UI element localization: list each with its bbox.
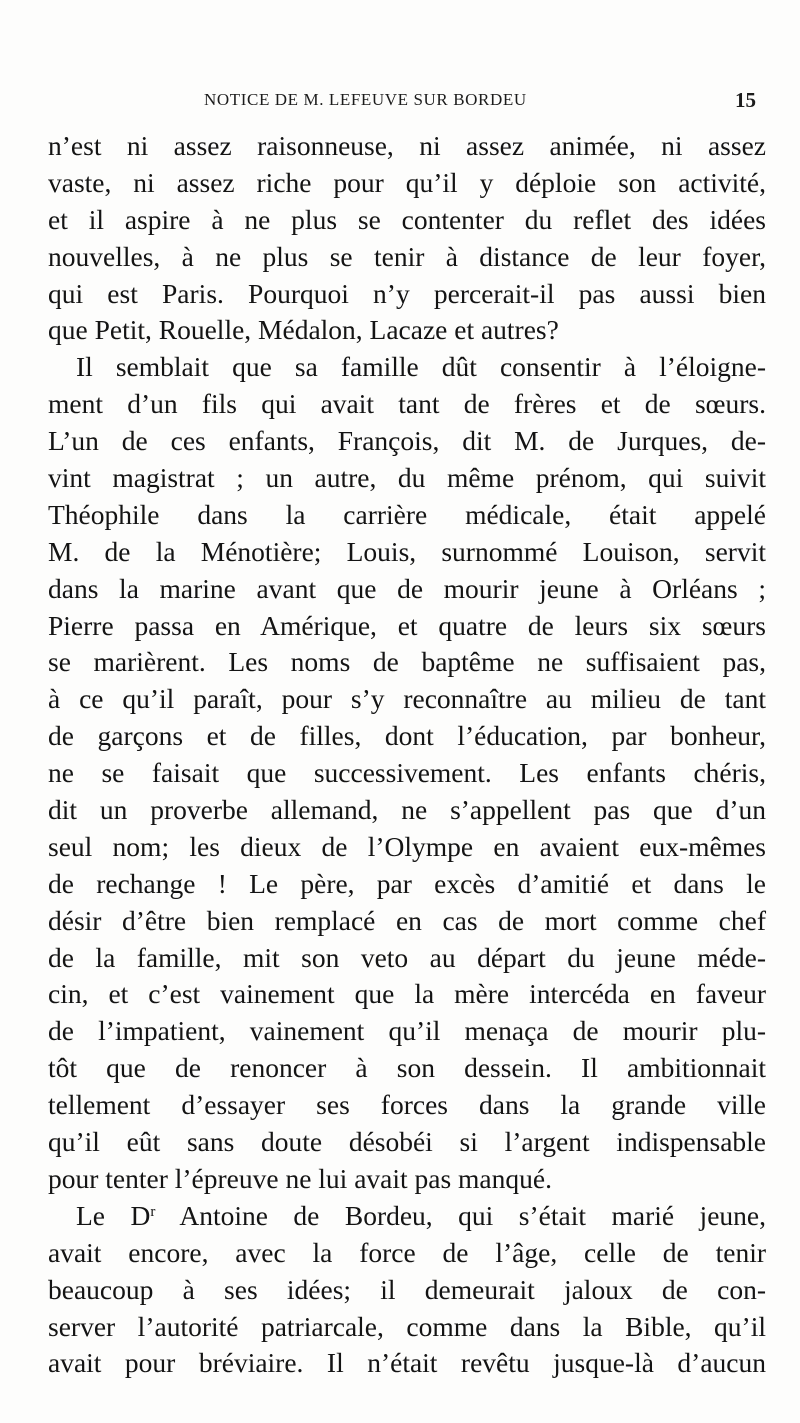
running-title: NOTICE DE M. LEFEUVE SUR BORDEU — [204, 90, 527, 109]
text-line: se marièrent. Les noms de baptême ne suffisaient pas, — [48, 646, 766, 678]
text-line: avait encore, avec la force de l’âge, celle de tenir — [48, 1236, 766, 1268]
text-line: L’un de ces enfants, François, dit M. de Jurques, de- — [48, 425, 766, 457]
text-line: Il semblait que sa famille dût consentir à l’éloigne- — [76, 351, 766, 383]
text-line: vaste, ni assez riche pour qu’il y déploie son activité, — [48, 166, 766, 198]
text-line: seul nom; les dieux de l’Olympe en avaient eux-mêmes — [48, 830, 766, 862]
running-head — [48, 90, 764, 118]
text-line: et il aspire à ne plus se contenter du reflet des idées — [48, 203, 766, 235]
text-line: désir d’être bien remplacé en cas de mort comme chef — [48, 904, 766, 936]
text-line: beaucoup à ses idées; il demeurait jaloux de con- — [48, 1273, 766, 1305]
text-line: à ce qu’il paraît, pour s’y reconnaître au milieu de tant — [48, 683, 766, 715]
text-line: qu’il eût sans doute désobéi si l’argent indispensable — [48, 1126, 766, 1158]
text-line: dans la marine avant que de mourir jeune à Orléans ; — [48, 572, 766, 604]
text-line: vint magistrat ; un autre, du même prénom, qui suivit — [48, 462, 766, 494]
text-line: de garçons et de filles, dont l’éducation, par bonheur, — [48, 720, 766, 752]
text-line: avait pour bréviaire. Il n’était revêtu jusque-là d’aucun — [48, 1347, 766, 1379]
text-line: tôt que de renoncer à son dessein. Il ambitionnait — [48, 1052, 766, 1084]
text-line: ment d’un fils qui avait tant de frères et de sœurs. — [48, 388, 766, 420]
text-line: nouvelles, à ne plus se tenir à distance de leur foyer, — [48, 240, 766, 272]
text-line: Théophile dans la carrière médicale, était appelé — [48, 498, 766, 530]
text-line: de rechange ! Le père, par excès d’amitié et dans le — [48, 867, 766, 899]
superscript: r — [150, 1203, 156, 1220]
text-line: dit un proverbe allemand, ne s’appellent pas que d’un — [48, 794, 766, 826]
text-line: server l’autorité patriarcale, comme dans la Bible, qu’il — [48, 1310, 766, 1342]
text-line: tellement d’essayer ses forces dans la grande ville — [48, 1089, 766, 1121]
text-line: Le $D^r$ Antoine de Bordeu, qui s’était marié jeune, — [76, 1199, 766, 1231]
text-line: qui est Paris. Pourquoi n’y percerait-il pas aussi bien — [48, 277, 766, 309]
text-line: cin, et c’est vainement que la mère intercéda en faveur — [48, 978, 766, 1010]
text-line: pour tenter l’épreuve ne lui avait pas manqué. — [48, 1162, 552, 1194]
body-text — [48, 128, 766, 1382]
text-line: de l’impatient, vainement qu’il menaça de mourir plu- — [48, 1015, 766, 1047]
text-line: que Petit, Rouelle, Médalon, Lacaze et autres? — [48, 314, 559, 346]
text-line: Pierre passa en Amérique, et quatre de leurs six sœurs — [48, 609, 766, 641]
text-line: de la famille, mit son veto au départ du jeune méde- — [48, 941, 766, 973]
page-number: 15 — [735, 88, 756, 112]
text-line: ne se faisait que successivement. Les enfants chéris, — [48, 757, 766, 789]
text-line: M. de la Ménotière; Louis, surnommé Louison, servit — [48, 535, 766, 567]
text-line: n’est ni assez raisonneuse, ni assez animée, ni assez — [48, 130, 766, 161]
